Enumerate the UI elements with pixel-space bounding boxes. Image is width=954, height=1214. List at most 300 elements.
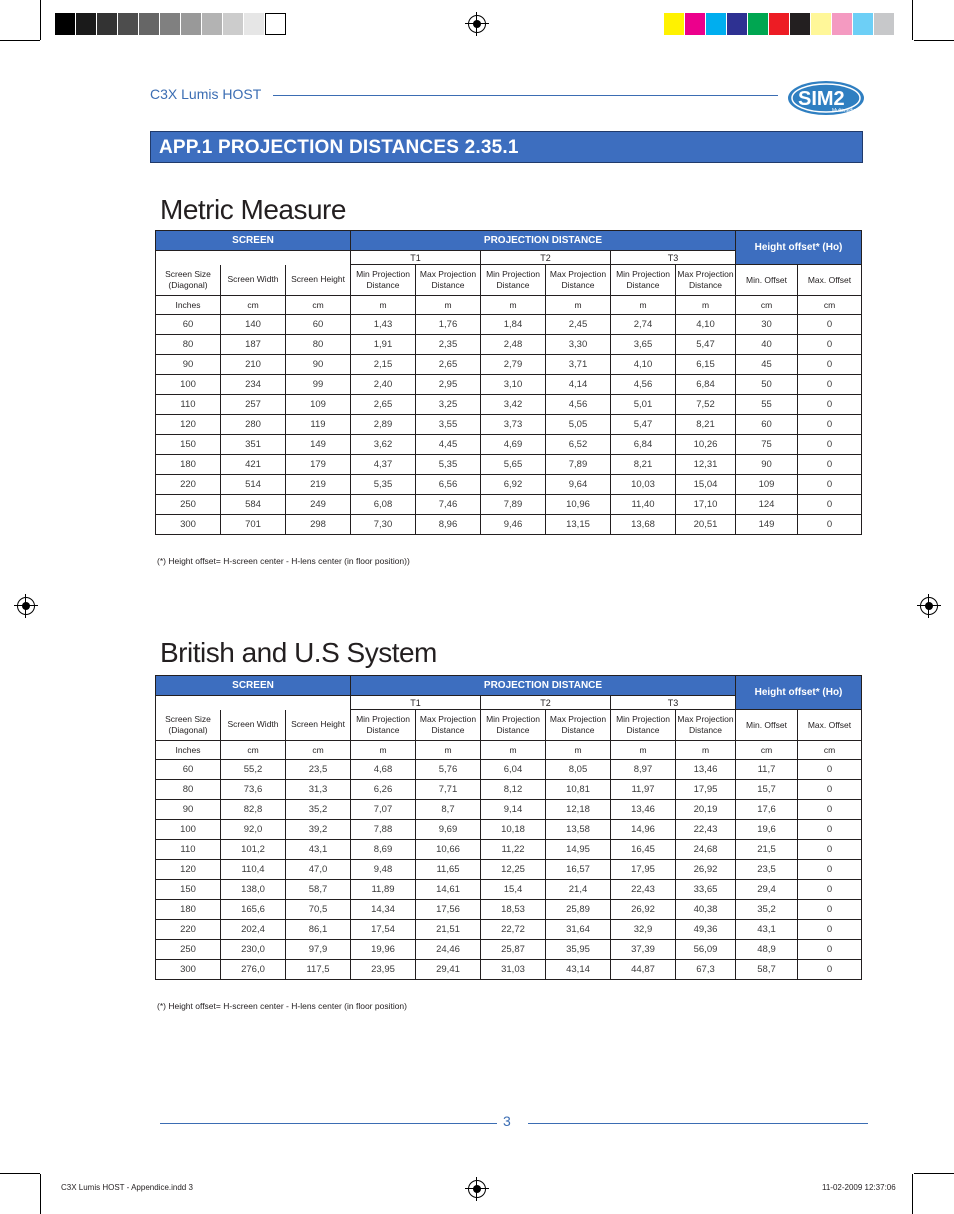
table-row <box>156 415 862 435</box>
table-cell: 8,69 <box>351 840 416 860</box>
table-cell: 6,26 <box>351 780 416 800</box>
table-cell: 14,34 <box>351 900 416 920</box>
table-cell: 7,07 <box>351 800 416 820</box>
table-cell: 80 <box>156 780 221 800</box>
unit-cell: cm <box>798 741 862 760</box>
table-cell: 109 <box>286 395 351 415</box>
table-cell: 0 <box>798 415 862 435</box>
logo-text: SIM2 <box>798 88 845 110</box>
table-cell: 3,30 <box>546 335 611 355</box>
table-cell: 17,95 <box>676 780 736 800</box>
table-cell: 7,88 <box>351 820 416 840</box>
table-cell: 1,43 <box>351 315 416 335</box>
max-projection-header: Max Projection Distance <box>676 265 736 296</box>
unit-cell: m <box>676 741 736 760</box>
table-cell: 97,9 <box>286 940 351 960</box>
unit-cell: m <box>611 741 676 760</box>
unit-cell: m <box>546 296 611 315</box>
header-divider <box>273 95 778 96</box>
table-cell: 35,2 <box>736 900 798 920</box>
table-cell: 0 <box>798 760 862 780</box>
min-projection-header: Min Projection Distance <box>481 710 546 741</box>
table-cell: 4,10 <box>676 315 736 335</box>
table-cell: 86,1 <box>286 920 351 940</box>
table-cell: 119 <box>286 415 351 435</box>
screen-size-header: Screen Size (Diagonal) <box>156 710 221 741</box>
color-swatch <box>727 13 748 35</box>
table-cell: 21,51 <box>416 920 481 940</box>
table-cell: 29,41 <box>416 960 481 980</box>
gray-swatch <box>160 13 181 35</box>
gray-swatch <box>202 13 223 35</box>
screen-size-header: Screen Size (Diagonal) <box>156 265 221 296</box>
footer-line-left <box>160 1123 497 1124</box>
table-cell: 55 <box>736 395 798 415</box>
table-cell: 0 <box>798 780 862 800</box>
table-cell: 0 <box>798 435 862 455</box>
unit-cell: cm <box>221 296 286 315</box>
table-cell: 276,0 <box>221 960 286 980</box>
unit-cell: cm <box>736 296 798 315</box>
table-cell: 6,15 <box>676 355 736 375</box>
blank-header-cell <box>156 696 351 710</box>
table-cell: 15,04 <box>676 475 736 495</box>
table-cell: 0 <box>798 375 862 395</box>
table-cell: 13,15 <box>546 515 611 535</box>
table-cell: 6,56 <box>416 475 481 495</box>
table-cell: 351 <box>221 435 286 455</box>
table-cell: 100 <box>156 820 221 840</box>
table-cell: 90 <box>736 455 798 475</box>
gray-swatch <box>139 13 160 35</box>
table-cell: 60 <box>156 760 221 780</box>
table-cell: 80 <box>286 335 351 355</box>
table-cell: 250 <box>156 495 221 515</box>
crop-mark <box>912 0 913 40</box>
table-cell: 2,74 <box>611 315 676 335</box>
max-projection-header: Max Projection Distance <box>416 710 481 741</box>
table-cell: 701 <box>221 515 286 535</box>
british-section-title: British and U.S System <box>160 637 437 668</box>
table-row <box>156 960 862 980</box>
max-projection-header: Max Projection Distance <box>416 265 481 296</box>
table-cell: 7,46 <box>416 495 481 515</box>
table-cell: 280 <box>221 415 286 435</box>
table-cell: 150 <box>156 435 221 455</box>
table-cell: 2,89 <box>351 415 416 435</box>
table-cell: 8,96 <box>416 515 481 535</box>
appendix-title-bar <box>150 131 863 163</box>
min-offset-header: Min. Offset <box>736 265 798 296</box>
table-cell: 13,46 <box>676 760 736 780</box>
table-cell: 1,76 <box>416 315 481 335</box>
table-cell: 100 <box>156 375 221 395</box>
table-row <box>156 860 862 880</box>
table-cell: 92,0 <box>221 820 286 840</box>
color-swatch <box>790 13 811 35</box>
table-cell: 180 <box>156 900 221 920</box>
table-cell: 149 <box>736 515 798 535</box>
unit-cell: m <box>611 296 676 315</box>
crop-mark <box>912 1174 913 1214</box>
max-offset-header: Max. Offset <box>798 710 862 741</box>
table-cell: 5,76 <box>416 760 481 780</box>
table-cell: 19,6 <box>736 820 798 840</box>
table-cell: 13,46 <box>611 800 676 820</box>
table-cell: 30 <box>736 315 798 335</box>
color-swatch <box>811 13 832 35</box>
color-swatch <box>874 13 895 35</box>
table-cell: 110 <box>156 395 221 415</box>
table-cell: 179 <box>286 455 351 475</box>
page-number: 3 <box>503 1113 511 1129</box>
screen-header: SCREEN <box>156 676 351 696</box>
table-cell: 18,53 <box>481 900 546 920</box>
table-cell: 29,4 <box>736 880 798 900</box>
table-cell: 32,9 <box>611 920 676 940</box>
table-cell: 0 <box>798 455 862 475</box>
table-cell: 124 <box>736 495 798 515</box>
table-cell: 22,72 <box>481 920 546 940</box>
table-cell: 202,4 <box>221 920 286 940</box>
table-cell: 0 <box>798 495 862 515</box>
table-cell: 149 <box>286 435 351 455</box>
unit-cell: Inches <box>156 296 221 315</box>
table-cell: 16,57 <box>546 860 611 880</box>
table-cell: 4,56 <box>546 395 611 415</box>
table-row <box>156 375 862 395</box>
table-cell: 4,69 <box>481 435 546 455</box>
table-cell: 82,8 <box>221 800 286 820</box>
table-cell: 514 <box>221 475 286 495</box>
table-cell: 8,7 <box>416 800 481 820</box>
table-cell: 3,62 <box>351 435 416 455</box>
table-cell: 1,84 <box>481 315 546 335</box>
table-cell: 17,56 <box>416 900 481 920</box>
unit-cell: m <box>416 741 481 760</box>
table-cell: 73,6 <box>221 780 286 800</box>
table-cell: 150 <box>156 880 221 900</box>
table-cell: 249 <box>286 495 351 515</box>
table-cell: 110 <box>156 840 221 860</box>
table-cell: 2,15 <box>351 355 416 375</box>
crop-mark <box>40 1174 41 1214</box>
table-cell: 4,10 <box>611 355 676 375</box>
table-cell: 0 <box>798 335 862 355</box>
table-cell: 10,26 <box>676 435 736 455</box>
t2-header: T2 <box>481 696 611 710</box>
table-cell: 43,14 <box>546 960 611 980</box>
table-cell: 55,2 <box>221 760 286 780</box>
table-cell: 17,10 <box>676 495 736 515</box>
gray-swatch <box>118 13 139 35</box>
t3-header: T3 <box>611 696 736 710</box>
table-cell: 8,21 <box>676 415 736 435</box>
table-cell: 6,04 <box>481 760 546 780</box>
table-cell: 187 <box>221 335 286 355</box>
table-cell: 40 <box>736 335 798 355</box>
table-cell: 0 <box>798 920 862 940</box>
table-row <box>156 780 862 800</box>
table-cell: 35,2 <box>286 800 351 820</box>
table-cell: 13,68 <box>611 515 676 535</box>
table-cell: 8,21 <box>611 455 676 475</box>
metric-footnote: (*) Height offset= H-screen center - H-lens center (in floor position)) <box>157 556 410 566</box>
table-cell: 15,4 <box>481 880 546 900</box>
table-row <box>156 800 862 820</box>
height-offset-header: Height offset* (Ho) <box>736 231 862 265</box>
min-projection-header: Min Projection Distance <box>481 265 546 296</box>
table-cell: 234 <box>221 375 286 395</box>
table-cell: 0 <box>798 800 862 820</box>
metric-distance-table <box>155 230 862 535</box>
table-cell: 14,61 <box>416 880 481 900</box>
table-cell: 80 <box>156 335 221 355</box>
crop-mark <box>914 1173 954 1174</box>
table-cell: 6,52 <box>546 435 611 455</box>
table-cell: 0 <box>798 820 862 840</box>
table-row <box>156 940 862 960</box>
table-cell: 3,65 <box>611 335 676 355</box>
table-cell: 90 <box>286 355 351 375</box>
table-row <box>156 900 862 920</box>
table-cell: 110,4 <box>221 860 286 880</box>
table-cell: 23,5 <box>286 760 351 780</box>
table-cell: 49,36 <box>676 920 736 940</box>
color-swatch <box>748 13 769 35</box>
table-cell: 21,5 <box>736 840 798 860</box>
table-cell: 21,4 <box>546 880 611 900</box>
table-cell: 2,40 <box>351 375 416 395</box>
table-cell: 12,31 <box>676 455 736 475</box>
table-row <box>156 335 862 355</box>
table-cell: 300 <box>156 515 221 535</box>
table-cell: 20,19 <box>676 800 736 820</box>
unit-cell: m <box>481 741 546 760</box>
table-cell: 10,66 <box>416 840 481 860</box>
min-projection-header: Min Projection Distance <box>351 265 416 296</box>
slug-left: C3X Lumis HOST - Appendice.indd 3 <box>61 1183 193 1192</box>
min-projection-header: Min Projection Distance <box>611 710 676 741</box>
table-cell: 117,5 <box>286 960 351 980</box>
table-cell: 0 <box>798 315 862 335</box>
unit-cell: cm <box>221 741 286 760</box>
table-cell: 22,43 <box>676 820 736 840</box>
table-cell: 48,9 <box>736 940 798 960</box>
table-row <box>156 315 862 335</box>
unit-cell: cm <box>798 296 862 315</box>
color-swatch <box>769 13 790 35</box>
table-cell: 5,65 <box>481 455 546 475</box>
screen-height-header: Screen Height <box>286 265 351 296</box>
table-cell: 10,03 <box>611 475 676 495</box>
table-cell: 0 <box>798 860 862 880</box>
table-cell: 230,0 <box>221 940 286 960</box>
table-cell: 298 <box>286 515 351 535</box>
color-swatch <box>664 13 685 35</box>
unit-cell: cm <box>286 741 351 760</box>
table-cell: 9,14 <box>481 800 546 820</box>
table-cell: 60 <box>736 415 798 435</box>
table-cell: 9,64 <box>546 475 611 495</box>
table-cell: 60 <box>156 315 221 335</box>
table-cell: 26,92 <box>676 860 736 880</box>
table-cell: 90 <box>156 800 221 820</box>
table-cell: 11,40 <box>611 495 676 515</box>
table-cell: 7,52 <box>676 395 736 415</box>
table-cell: 4,56 <box>611 375 676 395</box>
table-cell: 12,25 <box>481 860 546 880</box>
table-cell: 3,55 <box>416 415 481 435</box>
table-cell: 31,3 <box>286 780 351 800</box>
unit-cell: m <box>351 741 416 760</box>
metric-section-title: Metric Measure <box>160 194 346 225</box>
table-cell: 33,65 <box>676 880 736 900</box>
table-cell: 0 <box>798 960 862 980</box>
table-cell: 31,64 <box>546 920 611 940</box>
table-cell: 4,37 <box>351 455 416 475</box>
doc-title: C3X Lumis HOST <box>150 86 262 102</box>
table-cell: 17,95 <box>611 860 676 880</box>
table-cell: 2,65 <box>351 395 416 415</box>
color-swatch <box>706 13 727 35</box>
unit-cell: cm <box>736 741 798 760</box>
crop-mark <box>40 0 41 40</box>
table-cell: 26,92 <box>611 900 676 920</box>
t1-header: T1 <box>351 696 481 710</box>
table-cell: 5,47 <box>611 415 676 435</box>
table-cell: 58,7 <box>736 960 798 980</box>
table-cell: 13,58 <box>546 820 611 840</box>
table-cell: 14,95 <box>546 840 611 860</box>
max-projection-header: Max Projection Distance <box>546 710 611 741</box>
table-cell: 40,38 <box>676 900 736 920</box>
table-cell: 3,10 <box>481 375 546 395</box>
gray-swatch <box>244 13 265 35</box>
color-swatch <box>685 13 706 35</box>
table-row <box>156 495 862 515</box>
table-row <box>156 395 862 415</box>
table-cell: 7,71 <box>416 780 481 800</box>
table-cell: 120 <box>156 860 221 880</box>
gray-swatch <box>181 13 202 35</box>
table-cell: 35,95 <box>546 940 611 960</box>
table-cell: 6,84 <box>676 375 736 395</box>
table-cell: 10,81 <box>546 780 611 800</box>
color-swatch <box>853 13 874 35</box>
table-cell: 17,54 <box>351 920 416 940</box>
table-cell: 23,5 <box>736 860 798 880</box>
table-cell: 0 <box>798 475 862 495</box>
gray-swatch <box>55 13 76 35</box>
table-cell: 58,7 <box>286 880 351 900</box>
table-cell: 60 <box>286 315 351 335</box>
table-cell: 3,42 <box>481 395 546 415</box>
appendix-title: APP.1 PROJECTION DISTANCES 2.35.1 <box>159 137 519 158</box>
table-cell: 8,97 <box>611 760 676 780</box>
crop-mark <box>0 40 40 41</box>
table-cell: 257 <box>221 395 286 415</box>
table-cell: 12,18 <box>546 800 611 820</box>
min-offset-header: Min. Offset <box>736 710 798 741</box>
table-cell: 7,89 <box>481 495 546 515</box>
table-cell: 15,7 <box>736 780 798 800</box>
table-cell: 7,89 <box>546 455 611 475</box>
table-row <box>156 475 862 495</box>
table-cell: 4,68 <box>351 760 416 780</box>
table-cell: 0 <box>798 940 862 960</box>
table-cell: 0 <box>798 395 862 415</box>
table-cell: 5,47 <box>676 335 736 355</box>
table-cell: 10,96 <box>546 495 611 515</box>
table-cell: 24,68 <box>676 840 736 860</box>
min-projection-header: Min Projection Distance <box>351 710 416 741</box>
table-cell: 2,48 <box>481 335 546 355</box>
table-cell: 24,46 <box>416 940 481 960</box>
height-offset-header: Height offset* (Ho) <box>736 676 862 710</box>
table-cell: 67,3 <box>676 960 736 980</box>
max-offset-header: Max. Offset <box>798 265 862 296</box>
unit-cell: m <box>481 296 546 315</box>
table-cell: 250 <box>156 940 221 960</box>
registration-mark-icon <box>17 597 35 615</box>
table-cell: 6,08 <box>351 495 416 515</box>
table-cell: 14,96 <box>611 820 676 840</box>
table-cell: 9,69 <box>416 820 481 840</box>
table-cell: 11,89 <box>351 880 416 900</box>
projection-distance-header: PROJECTION DISTANCE <box>351 676 736 696</box>
table-cell: 37,39 <box>611 940 676 960</box>
screen-height-header: Screen Height <box>286 710 351 741</box>
table-cell: 300 <box>156 960 221 980</box>
table-cell: 31,03 <box>481 960 546 980</box>
gray-calibration-bar <box>55 13 286 35</box>
table-cell: 11,97 <box>611 780 676 800</box>
min-projection-header: Min Projection Distance <box>611 265 676 296</box>
british-footnote: (*) Height offset= H-screen center - H-lens center (in floor position) <box>157 1001 407 1011</box>
table-cell: 8,05 <box>546 760 611 780</box>
table-row <box>156 455 862 475</box>
table-cell: 9,46 <box>481 515 546 535</box>
table-cell: 180 <box>156 455 221 475</box>
table-cell: 11,22 <box>481 840 546 860</box>
table-cell: 20,51 <box>676 515 736 535</box>
table-cell: 5,05 <box>546 415 611 435</box>
table-row <box>156 435 862 455</box>
table-cell: 16,45 <box>611 840 676 860</box>
table-cell: 25,87 <box>481 940 546 960</box>
table-cell: 140 <box>221 315 286 335</box>
table-cell: 3,71 <box>546 355 611 375</box>
sim2-logo-icon <box>786 78 866 118</box>
table-cell: 421 <box>221 455 286 475</box>
table-cell: 11,7 <box>736 760 798 780</box>
gray-swatch <box>97 13 118 35</box>
table-cell: 5,35 <box>351 475 416 495</box>
gray-swatch <box>76 13 97 35</box>
table-cell: 70,5 <box>286 900 351 920</box>
table-cell: 25,89 <box>546 900 611 920</box>
gray-swatch <box>223 13 244 35</box>
logo-subtext: Multimedia <box>832 108 857 114</box>
table-cell: 99 <box>286 375 351 395</box>
british-distance-table <box>155 675 862 980</box>
screen-width-header: Screen Width <box>221 265 286 296</box>
footer-line-right <box>528 1123 868 1124</box>
table-cell: 56,09 <box>676 940 736 960</box>
table-cell: 220 <box>156 920 221 940</box>
color-calibration-bar <box>664 13 895 35</box>
